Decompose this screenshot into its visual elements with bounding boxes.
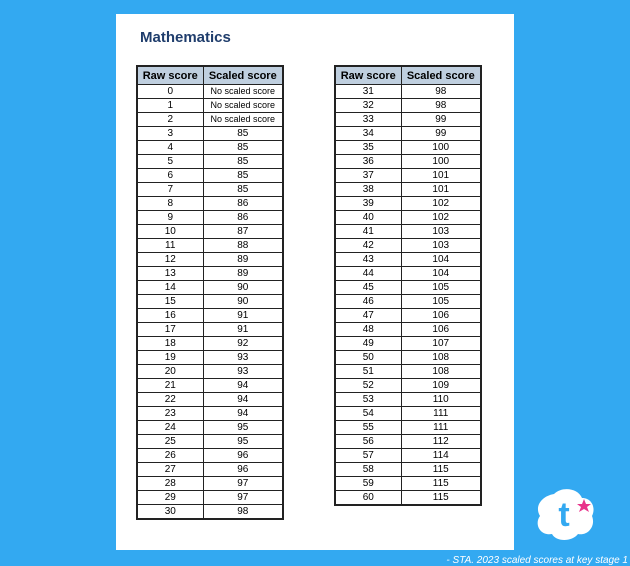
table-row bbox=[137, 239, 283, 253]
table-row bbox=[335, 365, 481, 379]
scaled-score-cell: 111 bbox=[401, 421, 481, 435]
scaled-score-cell: No scaled score bbox=[203, 99, 283, 113]
table-row bbox=[137, 155, 283, 169]
scaled-score-cell: 85 bbox=[203, 183, 283, 197]
raw-score-cell: 12 bbox=[137, 253, 203, 267]
scaled-score-cell: 99 bbox=[401, 127, 481, 141]
raw-score-cell: 4 bbox=[137, 141, 203, 155]
scaled-score-cell: 100 bbox=[401, 155, 481, 169]
scaled-score-cell: 94 bbox=[203, 407, 283, 421]
raw-score-cell: 7 bbox=[137, 183, 203, 197]
scaled-score-cell: 108 bbox=[401, 365, 481, 379]
scaled-score-cell: 98 bbox=[401, 85, 481, 99]
raw-score-cell: 44 bbox=[335, 267, 401, 281]
raw-score-cell: 33 bbox=[335, 113, 401, 127]
scaled-score-cell: 92 bbox=[203, 337, 283, 351]
table-row bbox=[335, 197, 481, 211]
raw-score-cell: 17 bbox=[137, 323, 203, 337]
raw-score-cell: 31 bbox=[335, 85, 401, 99]
scaled-score-cell: 86 bbox=[203, 197, 283, 211]
raw-score-cell: 36 bbox=[335, 155, 401, 169]
scaled-score-cell: 85 bbox=[203, 141, 283, 155]
table-row bbox=[335, 393, 481, 407]
raw-score-cell: 40 bbox=[335, 211, 401, 225]
raw-score-cell: 60 bbox=[335, 491, 401, 506]
scaled-score-cell: 98 bbox=[401, 99, 481, 113]
scaled-score-cell: 95 bbox=[203, 435, 283, 449]
table-row bbox=[137, 449, 283, 463]
table-row bbox=[335, 281, 481, 295]
raw-score-cell: 46 bbox=[335, 295, 401, 309]
table-row bbox=[137, 491, 283, 505]
table-row bbox=[335, 253, 481, 267]
scaled-score-cell: 97 bbox=[203, 477, 283, 491]
raw-score-cell: 11 bbox=[137, 239, 203, 253]
scaled-score-cell: 86 bbox=[203, 211, 283, 225]
scaled-score-cell: No scaled score bbox=[203, 113, 283, 127]
scaled-score-cell: 102 bbox=[401, 211, 481, 225]
scaled-score-cell: 115 bbox=[401, 477, 481, 491]
raw-score-cell: 41 bbox=[335, 225, 401, 239]
table-row bbox=[137, 253, 283, 267]
table-row bbox=[137, 183, 283, 197]
scaled-score-cell: 103 bbox=[401, 225, 481, 239]
header-scaled-score: Scaled score bbox=[401, 66, 481, 85]
table-row bbox=[137, 351, 283, 365]
score-table-left bbox=[136, 65, 284, 520]
raw-score-cell: 54 bbox=[335, 407, 401, 421]
table-row bbox=[335, 407, 481, 421]
page-title: Mathematics bbox=[140, 29, 231, 46]
table-row bbox=[335, 267, 481, 281]
table-row bbox=[335, 379, 481, 393]
raw-score-cell: 30 bbox=[137, 505, 203, 520]
raw-score-cell: 49 bbox=[335, 337, 401, 351]
scaled-score-cell: 98 bbox=[203, 505, 283, 520]
scaled-score-cell: 115 bbox=[401, 491, 481, 506]
table-row bbox=[137, 267, 283, 281]
scaled-score-cell: 95 bbox=[203, 421, 283, 435]
scaled-score-cell: 90 bbox=[203, 281, 283, 295]
raw-score-cell: 2 bbox=[137, 113, 203, 127]
raw-score-cell: 16 bbox=[137, 309, 203, 323]
raw-score-cell: 21 bbox=[137, 379, 203, 393]
raw-score-cell: 32 bbox=[335, 99, 401, 113]
table-row bbox=[335, 323, 481, 337]
table-row bbox=[137, 407, 283, 421]
table-row bbox=[335, 99, 481, 113]
document-page bbox=[116, 14, 514, 550]
raw-score-cell: 0 bbox=[137, 85, 203, 99]
scaled-score-cell: 93 bbox=[203, 365, 283, 379]
raw-score-cell: 1 bbox=[137, 99, 203, 113]
scaled-score-cell: 106 bbox=[401, 323, 481, 337]
table-row bbox=[335, 85, 481, 99]
table-row bbox=[335, 421, 481, 435]
raw-score-cell: 42 bbox=[335, 239, 401, 253]
raw-score-cell: 8 bbox=[137, 197, 203, 211]
table-row bbox=[137, 323, 283, 337]
raw-score-cell: 51 bbox=[335, 365, 401, 379]
raw-score-cell: 3 bbox=[137, 127, 203, 141]
raw-score-cell: 5 bbox=[137, 155, 203, 169]
table-row bbox=[137, 127, 283, 141]
raw-score-cell: 6 bbox=[137, 169, 203, 183]
scaled-score-cell: 90 bbox=[203, 295, 283, 309]
table-row bbox=[137, 337, 283, 351]
scaled-score-cell: 111 bbox=[401, 407, 481, 421]
table-row bbox=[335, 169, 481, 183]
raw-score-cell: 23 bbox=[137, 407, 203, 421]
raw-score-cell: 55 bbox=[335, 421, 401, 435]
scaled-score-cell: 89 bbox=[203, 267, 283, 281]
raw-score-cell: 10 bbox=[137, 225, 203, 239]
scaled-score-cell: 87 bbox=[203, 225, 283, 239]
scaled-score-cell: 104 bbox=[401, 267, 481, 281]
table-row bbox=[137, 463, 283, 477]
score-table-right bbox=[334, 65, 482, 506]
table-row bbox=[335, 239, 481, 253]
scaled-score-cell: 89 bbox=[203, 253, 283, 267]
table-row bbox=[137, 141, 283, 155]
source-note: - STA. 2023 scaled scores at key stage 1 bbox=[446, 555, 628, 566]
table-row bbox=[137, 421, 283, 435]
scaled-score-cell: 85 bbox=[203, 155, 283, 169]
table-row bbox=[137, 309, 283, 323]
table-row bbox=[137, 435, 283, 449]
scaled-score-cell: 100 bbox=[401, 141, 481, 155]
scaled-score-cell: 103 bbox=[401, 239, 481, 253]
table-row bbox=[137, 197, 283, 211]
table-row bbox=[335, 309, 481, 323]
scaled-score-cell: 102 bbox=[401, 197, 481, 211]
table-row bbox=[335, 113, 481, 127]
raw-score-cell: 19 bbox=[137, 351, 203, 365]
scaled-score-cell: 99 bbox=[401, 113, 481, 127]
table-row bbox=[137, 225, 283, 239]
scaled-score-cell: 104 bbox=[401, 253, 481, 267]
raw-score-cell: 45 bbox=[335, 281, 401, 295]
table-row bbox=[137, 393, 283, 407]
table-row bbox=[335, 183, 481, 197]
raw-score-cell: 59 bbox=[335, 477, 401, 491]
raw-score-cell: 25 bbox=[137, 435, 203, 449]
scaled-score-cell: 97 bbox=[203, 491, 283, 505]
scaled-score-cell: 96 bbox=[203, 449, 283, 463]
table-row bbox=[335, 491, 481, 506]
table-row bbox=[137, 281, 283, 295]
table-row bbox=[335, 435, 481, 449]
scaled-score-cell: 91 bbox=[203, 323, 283, 337]
raw-score-cell: 34 bbox=[335, 127, 401, 141]
scaled-score-cell: 115 bbox=[401, 463, 481, 477]
table-row bbox=[137, 295, 283, 309]
raw-score-cell: 18 bbox=[137, 337, 203, 351]
scaled-score-cell: 91 bbox=[203, 309, 283, 323]
table-row bbox=[137, 113, 283, 127]
scaled-score-cell: 109 bbox=[401, 379, 481, 393]
scaled-score-cell: 85 bbox=[203, 169, 283, 183]
table-row bbox=[335, 463, 481, 477]
scaled-score-cell: 85 bbox=[203, 127, 283, 141]
scaled-score-cell: 108 bbox=[401, 351, 481, 365]
scaled-score-cell: 96 bbox=[203, 463, 283, 477]
scaled-score-cell: 112 bbox=[401, 435, 481, 449]
raw-score-cell: 29 bbox=[137, 491, 203, 505]
scaled-score-cell: 114 bbox=[401, 449, 481, 463]
table-row bbox=[137, 99, 283, 113]
table-row bbox=[137, 379, 283, 393]
table-row bbox=[137, 211, 283, 225]
scaled-score-cell: 94 bbox=[203, 393, 283, 407]
table-row bbox=[335, 295, 481, 309]
table-row bbox=[137, 477, 283, 491]
header-scaled-score: Scaled score bbox=[203, 66, 283, 85]
scaled-score-cell: No scaled score bbox=[203, 85, 283, 99]
table-row bbox=[335, 337, 481, 351]
header-raw-score: Raw score bbox=[335, 66, 401, 85]
scaled-score-cell: 101 bbox=[401, 183, 481, 197]
raw-score-cell: 15 bbox=[137, 295, 203, 309]
raw-score-cell: 58 bbox=[335, 463, 401, 477]
table-row bbox=[137, 505, 283, 520]
table-row bbox=[335, 211, 481, 225]
raw-score-cell: 26 bbox=[137, 449, 203, 463]
raw-score-cell: 38 bbox=[335, 183, 401, 197]
table-row bbox=[335, 127, 481, 141]
scaled-score-cell: 101 bbox=[401, 169, 481, 183]
raw-score-cell: 47 bbox=[335, 309, 401, 323]
raw-score-cell: 57 bbox=[335, 449, 401, 463]
scaled-score-cell: 93 bbox=[203, 351, 283, 365]
scaled-score-cell: 94 bbox=[203, 379, 283, 393]
raw-score-cell: 13 bbox=[137, 267, 203, 281]
table-row bbox=[335, 225, 481, 239]
scaled-score-cell: 106 bbox=[401, 309, 481, 323]
scaled-score-cell: 110 bbox=[401, 393, 481, 407]
raw-score-cell: 14 bbox=[137, 281, 203, 295]
table-row bbox=[137, 169, 283, 183]
raw-score-cell: 9 bbox=[137, 211, 203, 225]
raw-score-cell: 53 bbox=[335, 393, 401, 407]
logo-letter: t bbox=[558, 496, 570, 534]
raw-score-cell: 52 bbox=[335, 379, 401, 393]
table-row bbox=[137, 365, 283, 379]
raw-score-cell: 37 bbox=[335, 169, 401, 183]
raw-score-cell: 56 bbox=[335, 435, 401, 449]
header-raw-score: Raw score bbox=[137, 66, 203, 85]
table-row bbox=[335, 351, 481, 365]
raw-score-cell: 39 bbox=[335, 197, 401, 211]
raw-score-cell: 27 bbox=[137, 463, 203, 477]
scaled-score-cell: 88 bbox=[203, 239, 283, 253]
table-row bbox=[335, 141, 481, 155]
raw-score-cell: 50 bbox=[335, 351, 401, 365]
table-row bbox=[137, 85, 283, 99]
twinkl-logo-icon bbox=[534, 484, 598, 542]
raw-score-cell: 48 bbox=[335, 323, 401, 337]
table-row bbox=[335, 449, 481, 463]
raw-score-cell: 22 bbox=[137, 393, 203, 407]
raw-score-cell: 24 bbox=[137, 421, 203, 435]
raw-score-cell: 20 bbox=[137, 365, 203, 379]
table-row bbox=[335, 155, 481, 169]
scaled-score-cell: 105 bbox=[401, 295, 481, 309]
raw-score-cell: 43 bbox=[335, 253, 401, 267]
scaled-score-cell: 107 bbox=[401, 337, 481, 351]
scaled-score-cell: 105 bbox=[401, 281, 481, 295]
raw-score-cell: 35 bbox=[335, 141, 401, 155]
raw-score-cell: 28 bbox=[137, 477, 203, 491]
table-row bbox=[335, 477, 481, 491]
